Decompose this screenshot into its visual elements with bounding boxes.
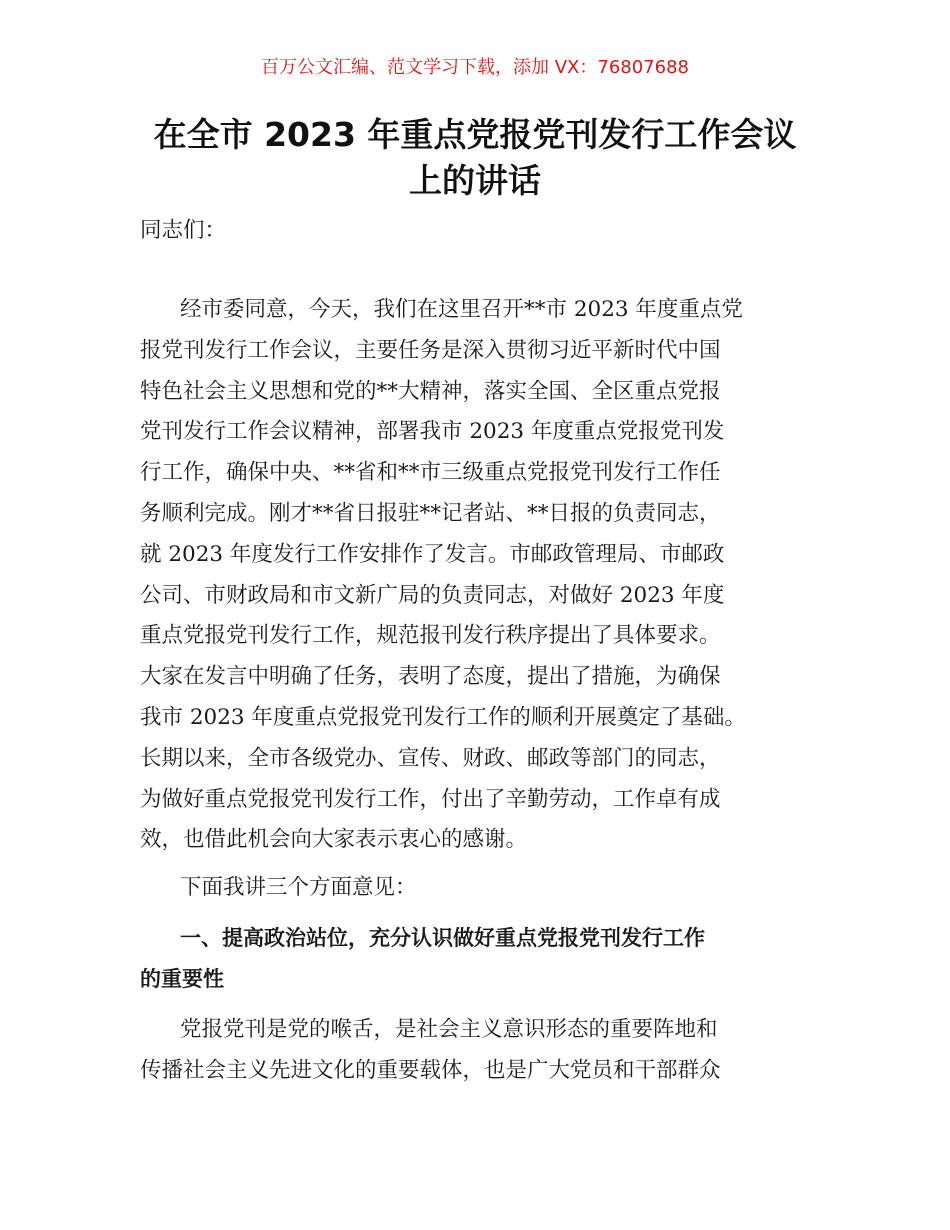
text-line: 党报党刊是党的喉舌，是社会主义意识形态的重要阵地和: [180, 1017, 718, 1042]
paragraph-2: [140, 868, 820, 909]
text-line: 特色社会主义思想和党的**大精神，落实全国、全区重点党报: [140, 378, 721, 404]
text-line: 我市 2023 年度重点党报党刊发行工作的顺利开展奠定了基础。: [140, 704, 746, 730]
salutation: 同志们：: [140, 218, 227, 243]
text-line: 长期以来，全市各级党办、宣传、财政、邮政等部门的同志，: [140, 745, 721, 771]
paragraph-1: [140, 290, 820, 861]
text-line: 行工作，确保中央、**省和**市三级重点党报党刊发行工作任: [140, 460, 721, 486]
text-line: 经市委同意，今天，我们在这里召开**市 2023 年度重点党: [180, 297, 743, 322]
title-line: 在全市 2023 年重点党报党刊发行工作会议: [153, 115, 797, 154]
text-line: 效，也借此机会向大家表示衷心的感谢。: [140, 827, 528, 853]
text-line: 重点党报党刊发行工作，规范报刊发行秩序提出了具体要求。: [140, 623, 721, 649]
section-heading-1: [140, 918, 820, 1000]
text-line: 公司、市财政局和市文新广局的负责同志，对做好 2023 年度: [140, 582, 725, 608]
text-line: 传播社会主义先进文化的重要载体，也是广大党员和干部群众: [140, 1057, 721, 1083]
text-line: 为做好重点党报党刊发行工作，付出了辛勤劳动，工作卓有成: [140, 786, 721, 812]
text-line: 务顺利完成。刚才**省日报驻**记者站、**日报的负责同志，: [140, 500, 721, 526]
heading-line: 一、提高政治站位，充分认识做好重点党报党刊发行工作: [180, 926, 705, 950]
text-line: 报党刊发行工作会议，主要任务是深入贯彻习近平新时代中国: [140, 337, 721, 363]
document-title: [100, 112, 850, 204]
text-line: 下面我讲三个方面意见：: [180, 875, 417, 900]
title-line: 上的讲话: [409, 161, 541, 200]
paragraph-3: [140, 1010, 820, 1092]
text-line: 就 2023 年度发行工作安排作了发言。市邮政管理局、市邮政: [140, 541, 725, 567]
text-line: 大家在发言中明确了任务，表明了态度，提出了措施，为确保: [140, 664, 721, 690]
heading-line: 的重要性: [140, 966, 224, 991]
text-line: 党刊发行工作会议精神，部署我市 2023 年度重点党报党刊发: [140, 419, 725, 445]
watermark-banner: 百万公文汇编、范文学习下载，添加 VX：76807688: [261, 57, 689, 78]
